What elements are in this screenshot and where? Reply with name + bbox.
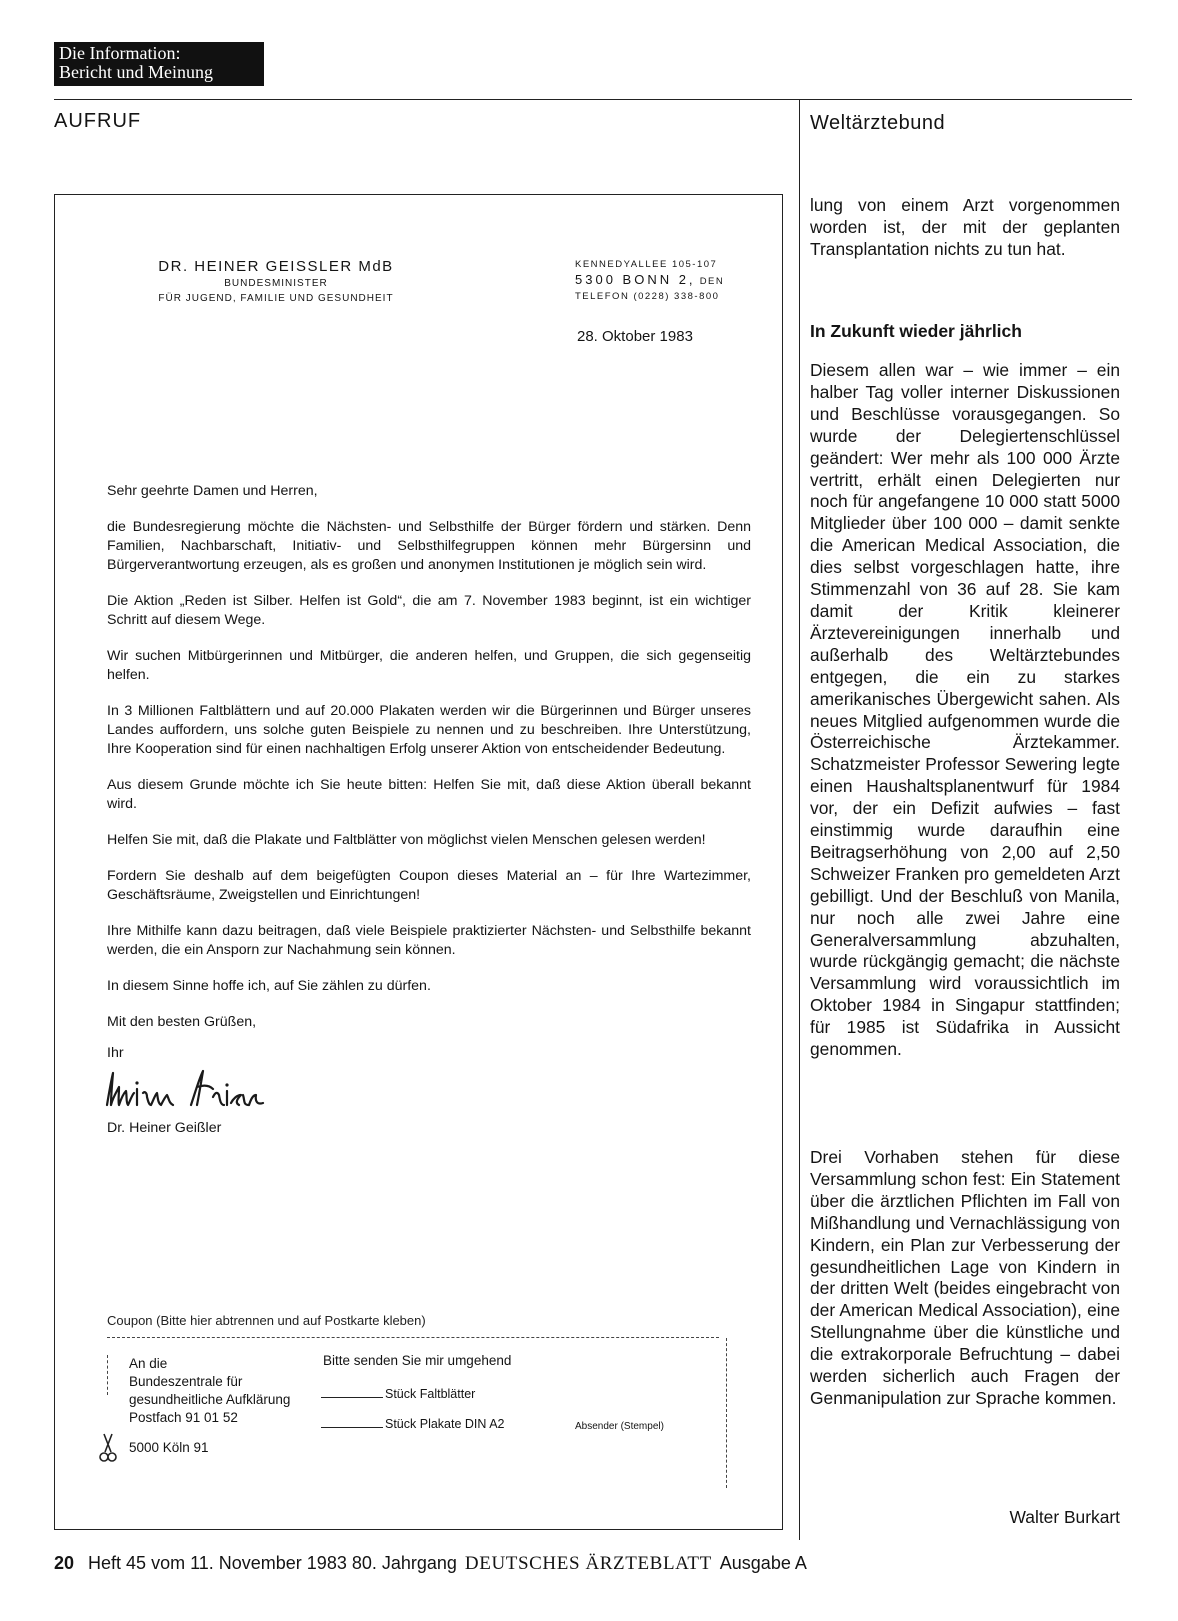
sender-ministry: FÜR JUGEND, FAMILIE UND GESUNDHEIT: [158, 293, 394, 304]
letter-paragraph: die Bundesregierung möchte die Nächsten- und Selbsthilfe der Bürger fördern und stärken. Denn Familien, Nachbarschaft, Initiativ- und Selbsthilfegruppen können mehr Bürgersinn und Bürgerverantwortung erzeugen, als es großen und anonymen Institutionen je möglich sein wird.: [107, 519, 751, 573]
address-city: 5300 BONN 2,: [575, 272, 696, 287]
coupon-address-line: An die: [129, 1356, 168, 1371]
coupon-address-line: Bundeszentrale für: [129, 1374, 243, 1389]
column-divider: [799, 100, 800, 1540]
coupon-address-line: Postfach 91 01 52: [129, 1410, 238, 1425]
article-text: lung von einem Arzt vorgenommen worden ist, der mit der geplanten Transplantation nichts zu tun hat.: [810, 195, 1120, 259]
coupon-item-faltblaetter[interactable]: [321, 1387, 475, 1401]
sender-title: BUNDESMINISTER: [224, 278, 328, 289]
sender-name: DR. HEINER GEISSLER MdB: [158, 258, 394, 275]
letter-salutation: Sehr geehrte Damen und Herren,: [107, 483, 318, 499]
quantity-blank[interactable]: [321, 1397, 383, 1398]
coupon-item-label: Stück Plakate DIN A2: [385, 1417, 505, 1431]
letterhead-address: [575, 257, 724, 304]
journal-title: DEUTSCHES ÄRZTEBLATT: [464, 1553, 712, 1574]
coupon-cut-edge: [107, 1355, 108, 1395]
letter-closing: Mit den besten Grüßen,: [107, 1014, 257, 1030]
section-label: AUFRUF: [54, 110, 142, 132]
letter-paragraph: Wir suchen Mitbürgerinnen und Mitbürger, die anderen helfen, und Gruppen, die sich gegenseitig helfen.: [107, 648, 751, 683]
coupon-item-plakate[interactable]: [321, 1417, 505, 1431]
letter-paragraph: Fordern Sie deshalb auf dem beigefügten Coupon dieses Material an – für Ihre Wartezimmer, Geschäftsräume, Zweigstellen und Einrichtungen!: [107, 868, 751, 903]
edition-info: Ausgabe A: [719, 1553, 807, 1573]
letterhead-sender: [111, 257, 441, 306]
address-phone: TELEFON (0228) 338-800: [575, 291, 720, 302]
address-den: DEN: [699, 276, 725, 287]
article-subheading: In Zukunft wieder jährlich: [810, 321, 1022, 341]
coupon-title: Coupon (Bitte hier abtrennen und auf Postkarte kleben): [107, 1313, 426, 1328]
right-column-label: Weltärztebund: [810, 112, 946, 134]
quantity-blank[interactable]: [321, 1427, 383, 1428]
coupon-address-line: gesundheitliche Aufklärung: [129, 1392, 291, 1407]
letter-paragraph: Die Aktion „Reden ist Silber. Helfen ist Gold“, die am 7. November 1983 beginnt, ist ein wichtiger Schritt auf diesem Wege.: [107, 593, 751, 628]
coupon-cut-line: [107, 1337, 719, 1338]
coupon-request: Bitte senden Sie mir umgehend: [323, 1353, 512, 1368]
article-author: Walter Burkart: [1009, 1507, 1120, 1527]
article-paragraph: [810, 360, 1120, 1061]
article-paragraph: [810, 195, 1120, 261]
coupon-address: [129, 1355, 290, 1427]
coupon-stamp-label: Absender (Stempel): [575, 1421, 664, 1432]
page-footer: [54, 1553, 807, 1575]
top-rule: [54, 99, 1132, 100]
letter-date: 28. Oktober 1983: [577, 328, 693, 345]
article-text: Drei Vorhaben stehen für diese Versammlung schon fest: Ein Statement über die ärztlichen Pflichten im Fall von Mißhandlung und Vernachlässigung von Kindern, ein Plan zur Verbesserung der gesundheitlichen Lage von Kindern in der dritten Welt (beides eingebracht von der American Medical Association), eine Stellungnahme über die künstliche und die extrakorporale Befruchtung – dabei werden sicherlich auch Fragen der Genmanipulation zur Sprache kommen.: [810, 1147, 1120, 1408]
scissors-icon: [99, 1432, 117, 1464]
article-paragraph: [810, 1147, 1120, 1410]
letter-ihr: Ihr: [107, 1045, 124, 1061]
page-number: 20: [54, 1553, 75, 1573]
issue-info: Heft 45 vom 11. November 1983 80. Jahrgang: [88, 1553, 457, 1573]
letter-body: [107, 482, 751, 1155]
letter-paragraph: In 3 Millionen Faltblättern und auf 20.000 Plakaten werden wir die Bürgerinnen und Bürger unseres Landes auffordern, uns solche guten Beispiele zu nennen und zu beschreiben. Ihre Unterstützung, Ihre Kooperation sind für einen nachhaltigen Erfolg unserer Aktion von entscheidender Bedeutung.: [107, 703, 751, 757]
coupon-cut-edge: [726, 1338, 727, 1488]
masthead: [54, 42, 264, 86]
coupon-item-label: Stück Faltblätter: [385, 1387, 476, 1401]
masthead-line1: Die Information:: [59, 43, 181, 63]
coupon-city: 5000 Köln 91: [129, 1440, 209, 1455]
signature-name: Dr. Heiner Geißler: [107, 1120, 222, 1136]
letter-paragraph: Aus diesem Grunde möchte ich Sie heute bitten: Helfen Sie mit, daß diese Aktion überall bekannt wird.: [107, 777, 751, 812]
handwritten-signature: [103, 1065, 353, 1113]
letter-paragraph: In diesem Sinne hoffe ich, auf Sie zählen zu dürfen.: [107, 978, 431, 994]
address-street: KENNEDYALLEE 105-107: [575, 259, 718, 270]
letter-box: [54, 194, 783, 1530]
article-text: Diesem allen war – wie immer – ein halber Tag voller interner Diskussionen und Beschlüsse vorausgegangen. So wurde der Delegiertenschlüssel geändert: Wer mehr als 100 000 Ärzte vertritt, erhält einen Delegierten nur noch für angefangene 10 000 statt 5000 Mitglieder über 100 000 – damit senkte die American Medical Association, die dies selbst vorgeschlagen hatte, ihre Stimmenzahl von 36 auf 28. Sie kam damit der Kritik kleinerer Ärztevereinigungen innerhalb und außerhalb des Weltärztebundes entgegen, die ein zu starkes amerikanisches Übergewicht sahen. Als neues Mitglied aufgenommen wurde die Österreichische Ärztekammer. Schatzmeister Professor Sewering legte einen Haushaltsplanentwurf für 1984 vor, der ein Defizit aufwies – fast einstimmig wurde daraufhin eine Beitragserhöhung von 2,00 auf 2,50 Schweizer Franken pro gemeldeten Arzt gebilligt. Und der Beschluß von Manila, nur noch alle zwei Jahre eine Generalversammlung abzuhalten, wurde rückgängig gemacht; die nächste Versammlung wird voraussichtlich im Oktober 1984 in Singapur stattfinden; für 1985 ist Südafrika in Aussicht genommen.: [810, 360, 1120, 1060]
letter-paragraph: Ihre Mithilfe kann dazu beitragen, daß viele Beispiele praktizierter Nächsten- und Selbsthilfe bekannt werden, die ein Ansporn zur Nachahmung sein können.: [107, 923, 751, 958]
masthead-line2: Bericht und Meinung: [59, 62, 213, 82]
letter-paragraph: Helfen Sie mit, daß die Plakate und Faltblätter von möglichst vielen Menschen gelesen werden!: [107, 832, 706, 848]
